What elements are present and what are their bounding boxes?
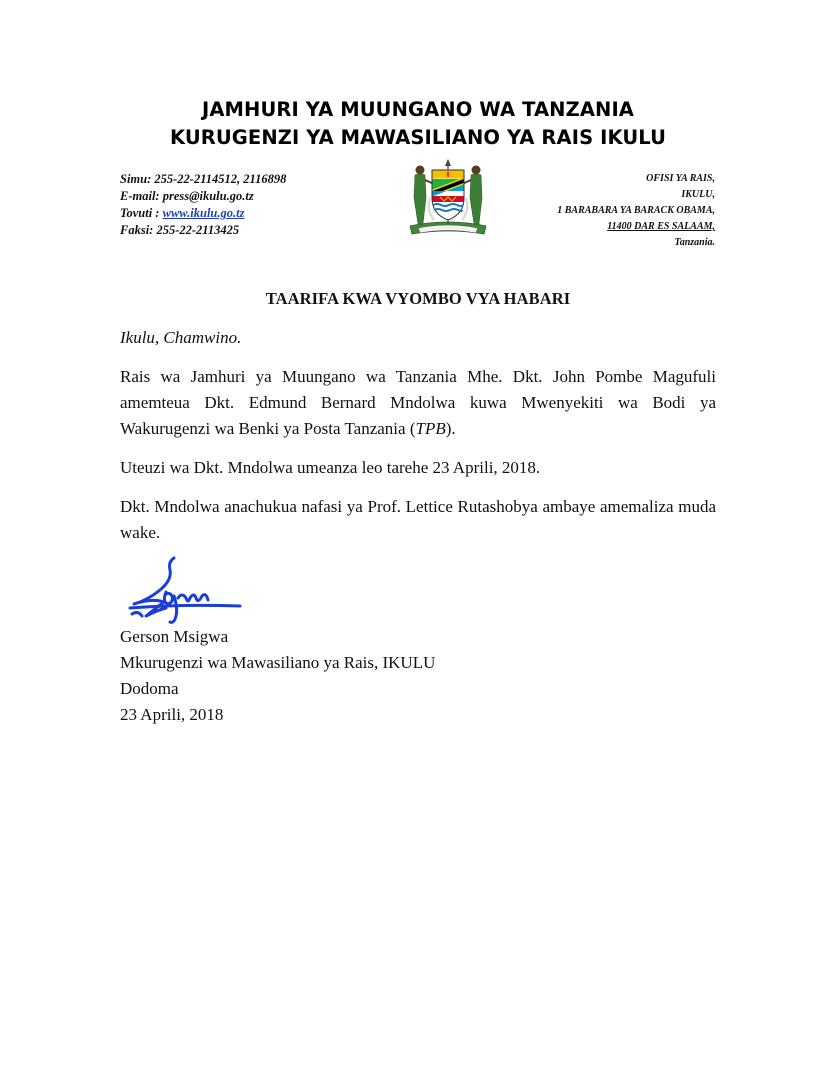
paragraph-appointment <box>120 364 716 442</box>
paragraph-replacement: Dkt. Mndolwa anachukua nafasi ya Prof. Lettice Rutashobya ambaye amemaliza muda wake. <box>120 497 716 542</box>
signatory-title: Mkurugenzi wa Mawasiliano ya Rais, IKULU <box>120 653 436 672</box>
contact-details <box>120 171 286 239</box>
signatory-name: Gerson Msigwa <box>120 627 229 646</box>
email-address: E-mail: press@ikulu.go.tz <box>120 189 254 203</box>
signoff-date: 23 Aprili, 2018 <box>120 705 224 724</box>
coat-of-arms-icon <box>404 158 492 238</box>
press-release-title: TAARIFA KWA VYOMBO VYA HABARI <box>265 289 571 308</box>
signoff-block <box>120 624 435 728</box>
letterhead-title <box>0 96 836 152</box>
address-line-2: IKULU, <box>681 189 715 200</box>
letterhead-line-2: KURUGENZI YA MAWASILIANO YA RAIS IKULU <box>169 126 667 149</box>
address-line-5: Tanzania. <box>674 237 715 248</box>
phone-number: Simu: 255-22-2114512, 2116898 <box>120 172 287 186</box>
paragraph-appointment-text: Rais wa Jamhuri ya Muungano wa Tanzania Mhe. Dkt. John Pombe Magufuli amemteua Dkt. Edmund Bernard Mndolwa kuwa Mwenyekiti wa Bodi ya Wakurugenzi wa Benki ya Posta Tanzania ( <box>120 367 716 438</box>
website-label: Tovuti : <box>120 206 163 220</box>
release-location: Ikulu, Chamwino. <box>120 328 242 347</box>
signoff-city: Dodoma <box>120 679 179 698</box>
letterhead-line-1: JAMHURI YA MUUNGANO WA TANZANIA <box>202 98 634 121</box>
handwritten-signature-icon <box>122 552 248 634</box>
address-line-3: 1 BARABARA YA BARACK OBAMA, <box>557 205 715 216</box>
address-line-4: 11400 DAR ES SALAAM, <box>607 221 715 232</box>
paragraph-effective-date: Uteuzi wa Dkt. Mndolwa umeanza leo tarehe 23 Aprili, 2018. <box>120 458 541 477</box>
website-link[interactable]: www.ikulu.go.tz <box>162 206 245 220</box>
website-row <box>120 205 286 222</box>
bank-abbreviation: TPB <box>415 419 446 438</box>
fax-number: Faksi: 255-22-2113425 <box>120 223 240 237</box>
paragraph-appointment-end: ). <box>445 419 456 438</box>
address-line-1: OFISI YA RAIS, <box>646 173 715 184</box>
office-address <box>557 171 715 251</box>
